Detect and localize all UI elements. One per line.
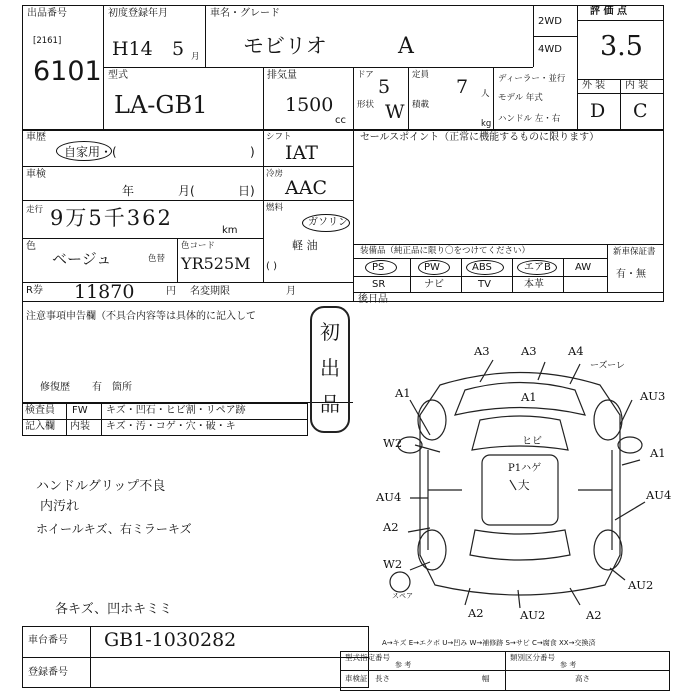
chassis-value: GB1-1030282 — [104, 629, 237, 651]
score-label: 評 価 点 — [590, 6, 627, 17]
equip-sr: SR — [372, 279, 386, 290]
damage-mark: A1 — [521, 390, 537, 404]
divider — [22, 419, 308, 420]
history-value: 自家用・( — [64, 145, 117, 159]
lot-number: 6101 — [33, 56, 102, 87]
mileage-label: 走行 — [26, 205, 44, 215]
damage-mark: A3 — [474, 344, 490, 358]
equip-airbag: エアB — [524, 262, 551, 273]
recycle-yen: 円 — [166, 286, 176, 297]
kg-unit: kg — [481, 119, 492, 129]
damage-mark: P1ハゲ — [508, 463, 542, 474]
divider — [410, 258, 411, 292]
damage-mark: AU2 — [520, 608, 546, 622]
fuel-value: ガソリン — [308, 217, 348, 228]
divider — [340, 670, 670, 671]
damage-mark: A2 — [468, 606, 484, 620]
warranty-label: 新車保証書 — [613, 247, 656, 257]
lot-label: 出品番号 — [27, 8, 67, 19]
repair-label: 修復歴 — [40, 382, 70, 393]
doors-label: ドア — [357, 70, 374, 80]
handle-label: ハンドル 左・右 — [498, 114, 561, 124]
damage-mark: AU3 — [640, 389, 666, 403]
color-code-label: 色コード — [181, 241, 216, 251]
height-label: 高さ — [575, 674, 590, 683]
divider — [620, 79, 621, 130]
drive-2wd: 2WD — [538, 16, 562, 27]
first-reg-label: 初度登録年月 — [108, 8, 168, 19]
chassis-label: 車台番号 — [28, 635, 68, 646]
history-label: 車歴 — [26, 132, 46, 143]
divider — [563, 258, 564, 292]
after-label: 後日品 — [358, 294, 388, 305]
divider — [577, 5, 578, 130]
equip-abs: ABS — [472, 262, 492, 273]
note-line-3: ホイールキズ、右ミラーキズ — [36, 522, 192, 536]
month-unit: 月 — [191, 52, 200, 62]
equip-pw: PW — [424, 262, 440, 273]
divider — [512, 258, 513, 292]
divider — [205, 5, 206, 67]
displacement-value: 1500 — [285, 94, 334, 116]
divider — [22, 166, 353, 167]
divider — [90, 626, 91, 688]
shape-label: 形状 — [357, 100, 375, 110]
displacement-label: 排気量 — [267, 70, 297, 81]
first-listing-text: 初 出 品 — [320, 320, 340, 416]
length-label: 長さ — [375, 674, 390, 683]
damage-mark: A1 — [650, 446, 666, 460]
color-label: 色 — [26, 241, 36, 252]
repair-close: 箇所 — [112, 382, 132, 393]
divider — [353, 292, 664, 293]
divider — [22, 657, 369, 658]
drive-4wd: 4WD — [538, 44, 562, 55]
damage-legend: A→キズ E→エクボ U→凹み W→補修跡 S→サビ C→腐食 XX→交換済 — [382, 639, 596, 647]
divider — [408, 67, 409, 130]
damage-mark: ーズーレ — [590, 361, 625, 371]
damage-mark: W2 — [383, 557, 403, 571]
fuel-label: 燃料 — [266, 203, 284, 213]
color-code-value: YR525M — [181, 254, 251, 273]
type-label: 型式指定番号 — [345, 653, 390, 662]
inspection-day: 日) — [238, 184, 255, 198]
damage-mark: A3 — [521, 344, 537, 358]
damage-mark: ヒビ — [522, 436, 542, 447]
inspector-label-1: 検査員 — [25, 405, 55, 416]
first-reg-era: H14 — [112, 38, 153, 60]
inspector-interior-items: キズ・汚・コゲ・穴・破・キ — [106, 421, 236, 432]
divider — [22, 282, 353, 283]
model-year-label: モデル 年式 — [498, 93, 543, 103]
divider — [353, 244, 664, 245]
divider — [353, 276, 607, 277]
divider — [22, 200, 353, 201]
name-label: 車名・グレード — [210, 8, 280, 19]
reg-label: 登録番号 — [28, 667, 68, 678]
divider — [103, 67, 533, 68]
damage-mark: W2 — [383, 436, 403, 450]
term-label: 名変期限 — [190, 286, 230, 297]
divider — [577, 20, 664, 21]
cat-label: 類別区分番号 — [510, 653, 555, 662]
exterior-grade: D — [590, 100, 606, 122]
spare-label: スペア — [392, 592, 413, 600]
divider — [101, 403, 102, 436]
note-line-2: 内汚れ — [40, 499, 80, 514]
fuel-diesel: 軽 油 — [292, 239, 318, 252]
damage-mark: AU2 — [628, 578, 654, 592]
damage-mark: 大 — [518, 478, 530, 492]
damage-mark: A2 — [383, 520, 399, 534]
inspector-interior: 内装 — [70, 421, 90, 432]
divider — [533, 36, 577, 37]
recycle-value: 11870 — [74, 281, 135, 303]
damage-mark: A2 — [586, 608, 602, 622]
lot-sub: [2161] — [33, 36, 62, 46]
equip-tv: TV — [478, 279, 491, 290]
shape-value: W — [385, 101, 405, 123]
dealer-label: ディーラー・並行 — [498, 74, 566, 84]
damage-mark: A4 — [568, 344, 584, 358]
note-line-4: 各キズ、凹ホキミミ — [55, 602, 173, 617]
inspection-year: 年 — [122, 184, 135, 198]
divider — [505, 651, 506, 691]
cert-label: 車検証 — [345, 674, 368, 683]
grade: A — [398, 34, 414, 59]
damage-mark: AU4 — [646, 488, 672, 502]
note-line-1: ハンドルグリップ不良 — [36, 479, 166, 494]
divider — [66, 403, 67, 436]
color-change-label: 色替 — [148, 254, 166, 264]
color-value: ベージュ — [52, 250, 112, 268]
divider — [607, 244, 608, 292]
term-month: 月 — [286, 286, 296, 297]
divider — [263, 130, 264, 282]
cat-ref: 参 考 — [560, 661, 577, 669]
capacity-label: 定員 — [412, 70, 430, 80]
mileage-unit: km — [222, 225, 238, 236]
score-value: 3.5 — [600, 31, 643, 62]
doors-value: 5 — [378, 76, 391, 98]
exterior-label: 外 装 — [582, 80, 606, 91]
capacity-value: 7 — [456, 76, 469, 98]
model-label: 型式 — [108, 70, 128, 81]
divider — [22, 302, 23, 402]
type-ref: 参 考 — [395, 661, 412, 669]
color-paren: ( ) — [266, 261, 277, 272]
divider — [177, 238, 178, 282]
capacity-unit: 人 — [481, 89, 490, 99]
sales-point-label: セールスポイント（正常に機能するものに限ります） — [360, 132, 600, 143]
repair-value: 有 — [92, 382, 102, 393]
cc-unit: cc — [335, 115, 346, 126]
car-name: モビリオ — [243, 34, 327, 58]
ac-value: AAC — [285, 177, 327, 199]
inspection-month: 月( — [178, 184, 195, 198]
history-close: ) — [250, 145, 255, 159]
divider — [353, 67, 354, 130]
damage-mark: A1 — [395, 386, 411, 400]
equip-aw: AW — [575, 262, 592, 273]
interior-label: 内 装 — [625, 80, 649, 91]
divider — [353, 258, 607, 259]
equipment-label: 装備品（純正品に限り〇をつけてください） — [360, 246, 531, 256]
inspector-fw: FW — [72, 405, 88, 416]
shift-value: IAT — [285, 142, 318, 164]
first-reg-month: 5 — [172, 38, 185, 60]
shift-label: シフト — [266, 132, 292, 142]
width-label: 幅 — [482, 674, 490, 683]
inspector-fw-items: キズ・凹石・ヒビ割・リペア跡 — [106, 405, 246, 416]
equip-navi: ナビ — [424, 279, 444, 290]
inspector-label-2: 記入欄 — [25, 421, 55, 432]
ac-label: 冷房 — [266, 169, 284, 179]
damage-mark: AU4 — [376, 490, 402, 504]
warranty-value: 有・無 — [616, 269, 646, 280]
divider — [461, 258, 462, 292]
loadcap-label: 積載 — [412, 100, 430, 110]
divider — [22, 238, 263, 239]
recycle-label: R券 — [26, 285, 43, 296]
notes-label: 注意事項申告欄（不具合内容等は具体的に記入して — [26, 311, 256, 322]
divider — [493, 67, 494, 130]
model-value: LA-GB1 — [114, 91, 208, 119]
equip-ps: PS — [372, 262, 385, 273]
divider — [263, 67, 264, 130]
mileage-value: 9万5千362 — [50, 206, 173, 230]
interior-grade: C — [633, 100, 648, 122]
inspection-label: 車検 — [26, 169, 46, 180]
equip-leather: 本革 — [524, 279, 544, 290]
